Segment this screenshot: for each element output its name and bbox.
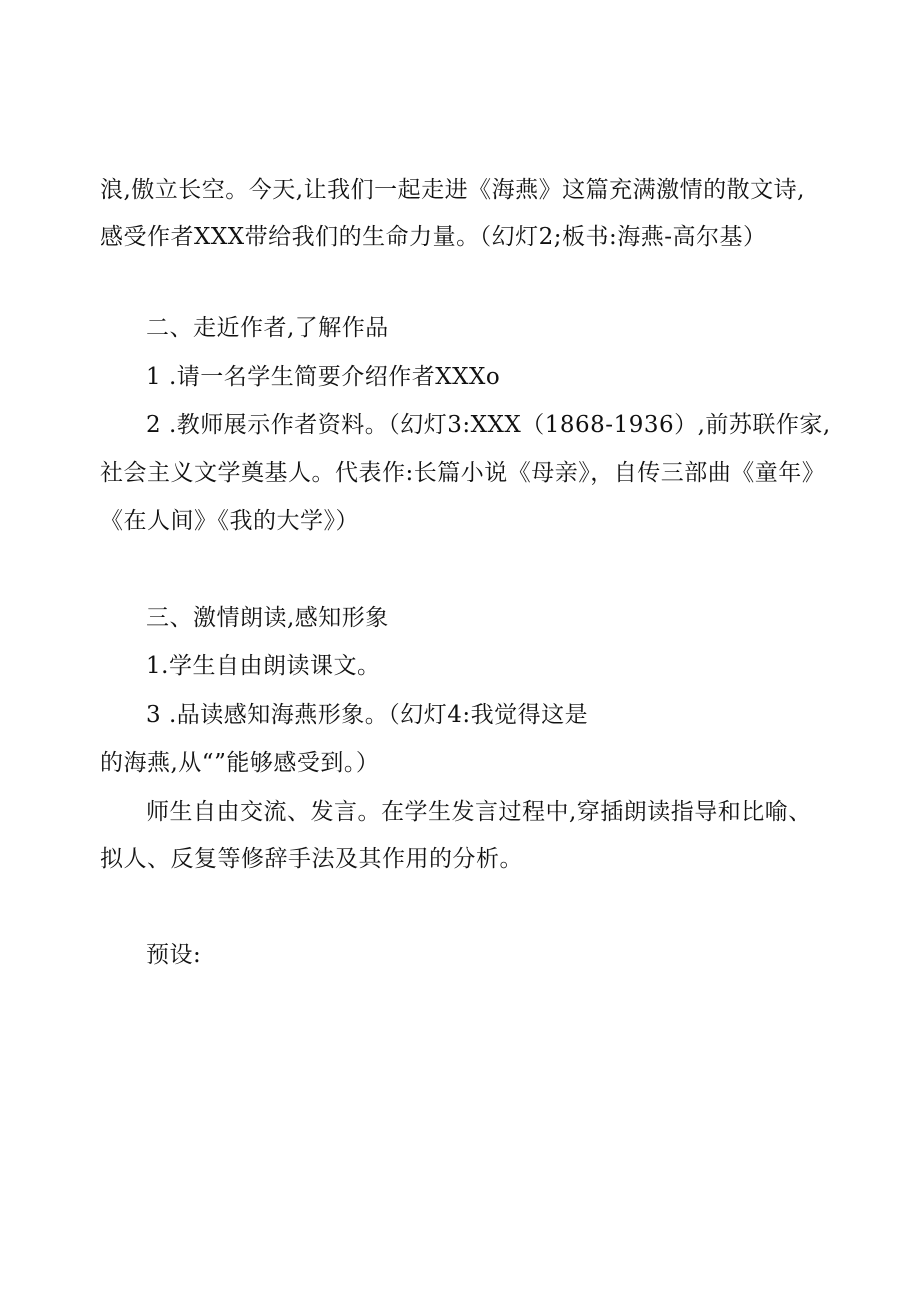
section-2-item-1: 1 .请一名学生简要介绍作者XXXo bbox=[146, 364, 501, 390]
section-3-item-3-line-2: 的海燕,从“”能够感受到。） bbox=[100, 750, 380, 776]
section-2-item-2-line-2: 社会主义文学奠基人。代表作:长篇小说《母亲》，自传三部曲《童年》 bbox=[100, 460, 826, 486]
preset-label: 预设: bbox=[146, 942, 202, 968]
intro-line-1: 浪,傲立长空。今天,让我们一起走进《海燕》这篇充满激情的散文诗, bbox=[100, 177, 805, 203]
section-3-item-1: 1.学生自由朗读课文。 bbox=[146, 653, 381, 679]
intro-line-2: 感受作者XXX带给我们的生命力量。（幻灯2;板书:海燕-高尔基） bbox=[100, 224, 767, 250]
section-3-heading: 三、激情朗读,感知形象 bbox=[146, 605, 389, 631]
section-3-paragraph-line-1: 师生自由交流、发言。在学生发言过程中,穿插朗读指导和比喻、 bbox=[146, 799, 812, 825]
section-2-item-2-line-1: 2 .教师展示作者资料。（幻灯3:XXX（1868-1936）,前苏联作家, bbox=[146, 412, 831, 438]
section-2-heading: 二、走近作者,了解作品 bbox=[146, 315, 389, 341]
section-3-item-3-line-1: 3 .品读感知海燕形象。（幻灯4:我觉得这是 bbox=[146, 702, 589, 728]
section-3-paragraph-line-2: 拟人、反复等修辞手法及其作用的分析。 bbox=[100, 846, 523, 872]
section-2-item-2-line-3: 《在人间》《我的大学》） bbox=[100, 508, 359, 534]
